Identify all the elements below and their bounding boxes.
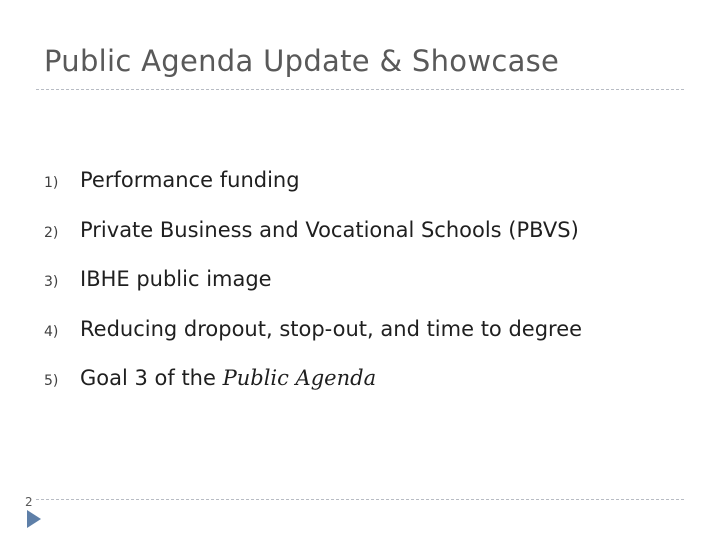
list-item-number: 5) — [44, 373, 59, 389]
list-item-number: 2) — [44, 224, 59, 241]
triangle-right-icon[interactable] — [25, 508, 43, 530]
list-item-text: IBHE public image — [80, 267, 272, 291]
list-item — [44, 366, 582, 416]
list-item-text-prefix: Goal 3 of the — [80, 366, 223, 390]
list-item-text: Reducing dropout, stop-out, and time to degree — [80, 316, 583, 341]
slide-title: Public Agenda Update & Showcase — [44, 44, 560, 78]
list-item-text: Private Business and Vocational Schools (PBVS) — [80, 217, 579, 242]
page-number: 2 — [25, 495, 33, 509]
list-item — [44, 218, 582, 268]
list-item — [44, 267, 582, 317]
list-item-number: 1) — [44, 175, 59, 191]
list-item — [44, 168, 582, 218]
list-item-text — [80, 366, 376, 390]
title-divider — [36, 89, 684, 90]
agenda-list — [44, 168, 582, 416]
list-item-number: 4) — [44, 323, 59, 340]
list-item-text-emphasis: Public Agenda — [222, 366, 377, 390]
footer-divider — [36, 499, 684, 500]
list-item-number: 3) — [44, 274, 59, 290]
list-item-text: Performance funding — [80, 168, 300, 192]
list-item — [44, 317, 582, 367]
